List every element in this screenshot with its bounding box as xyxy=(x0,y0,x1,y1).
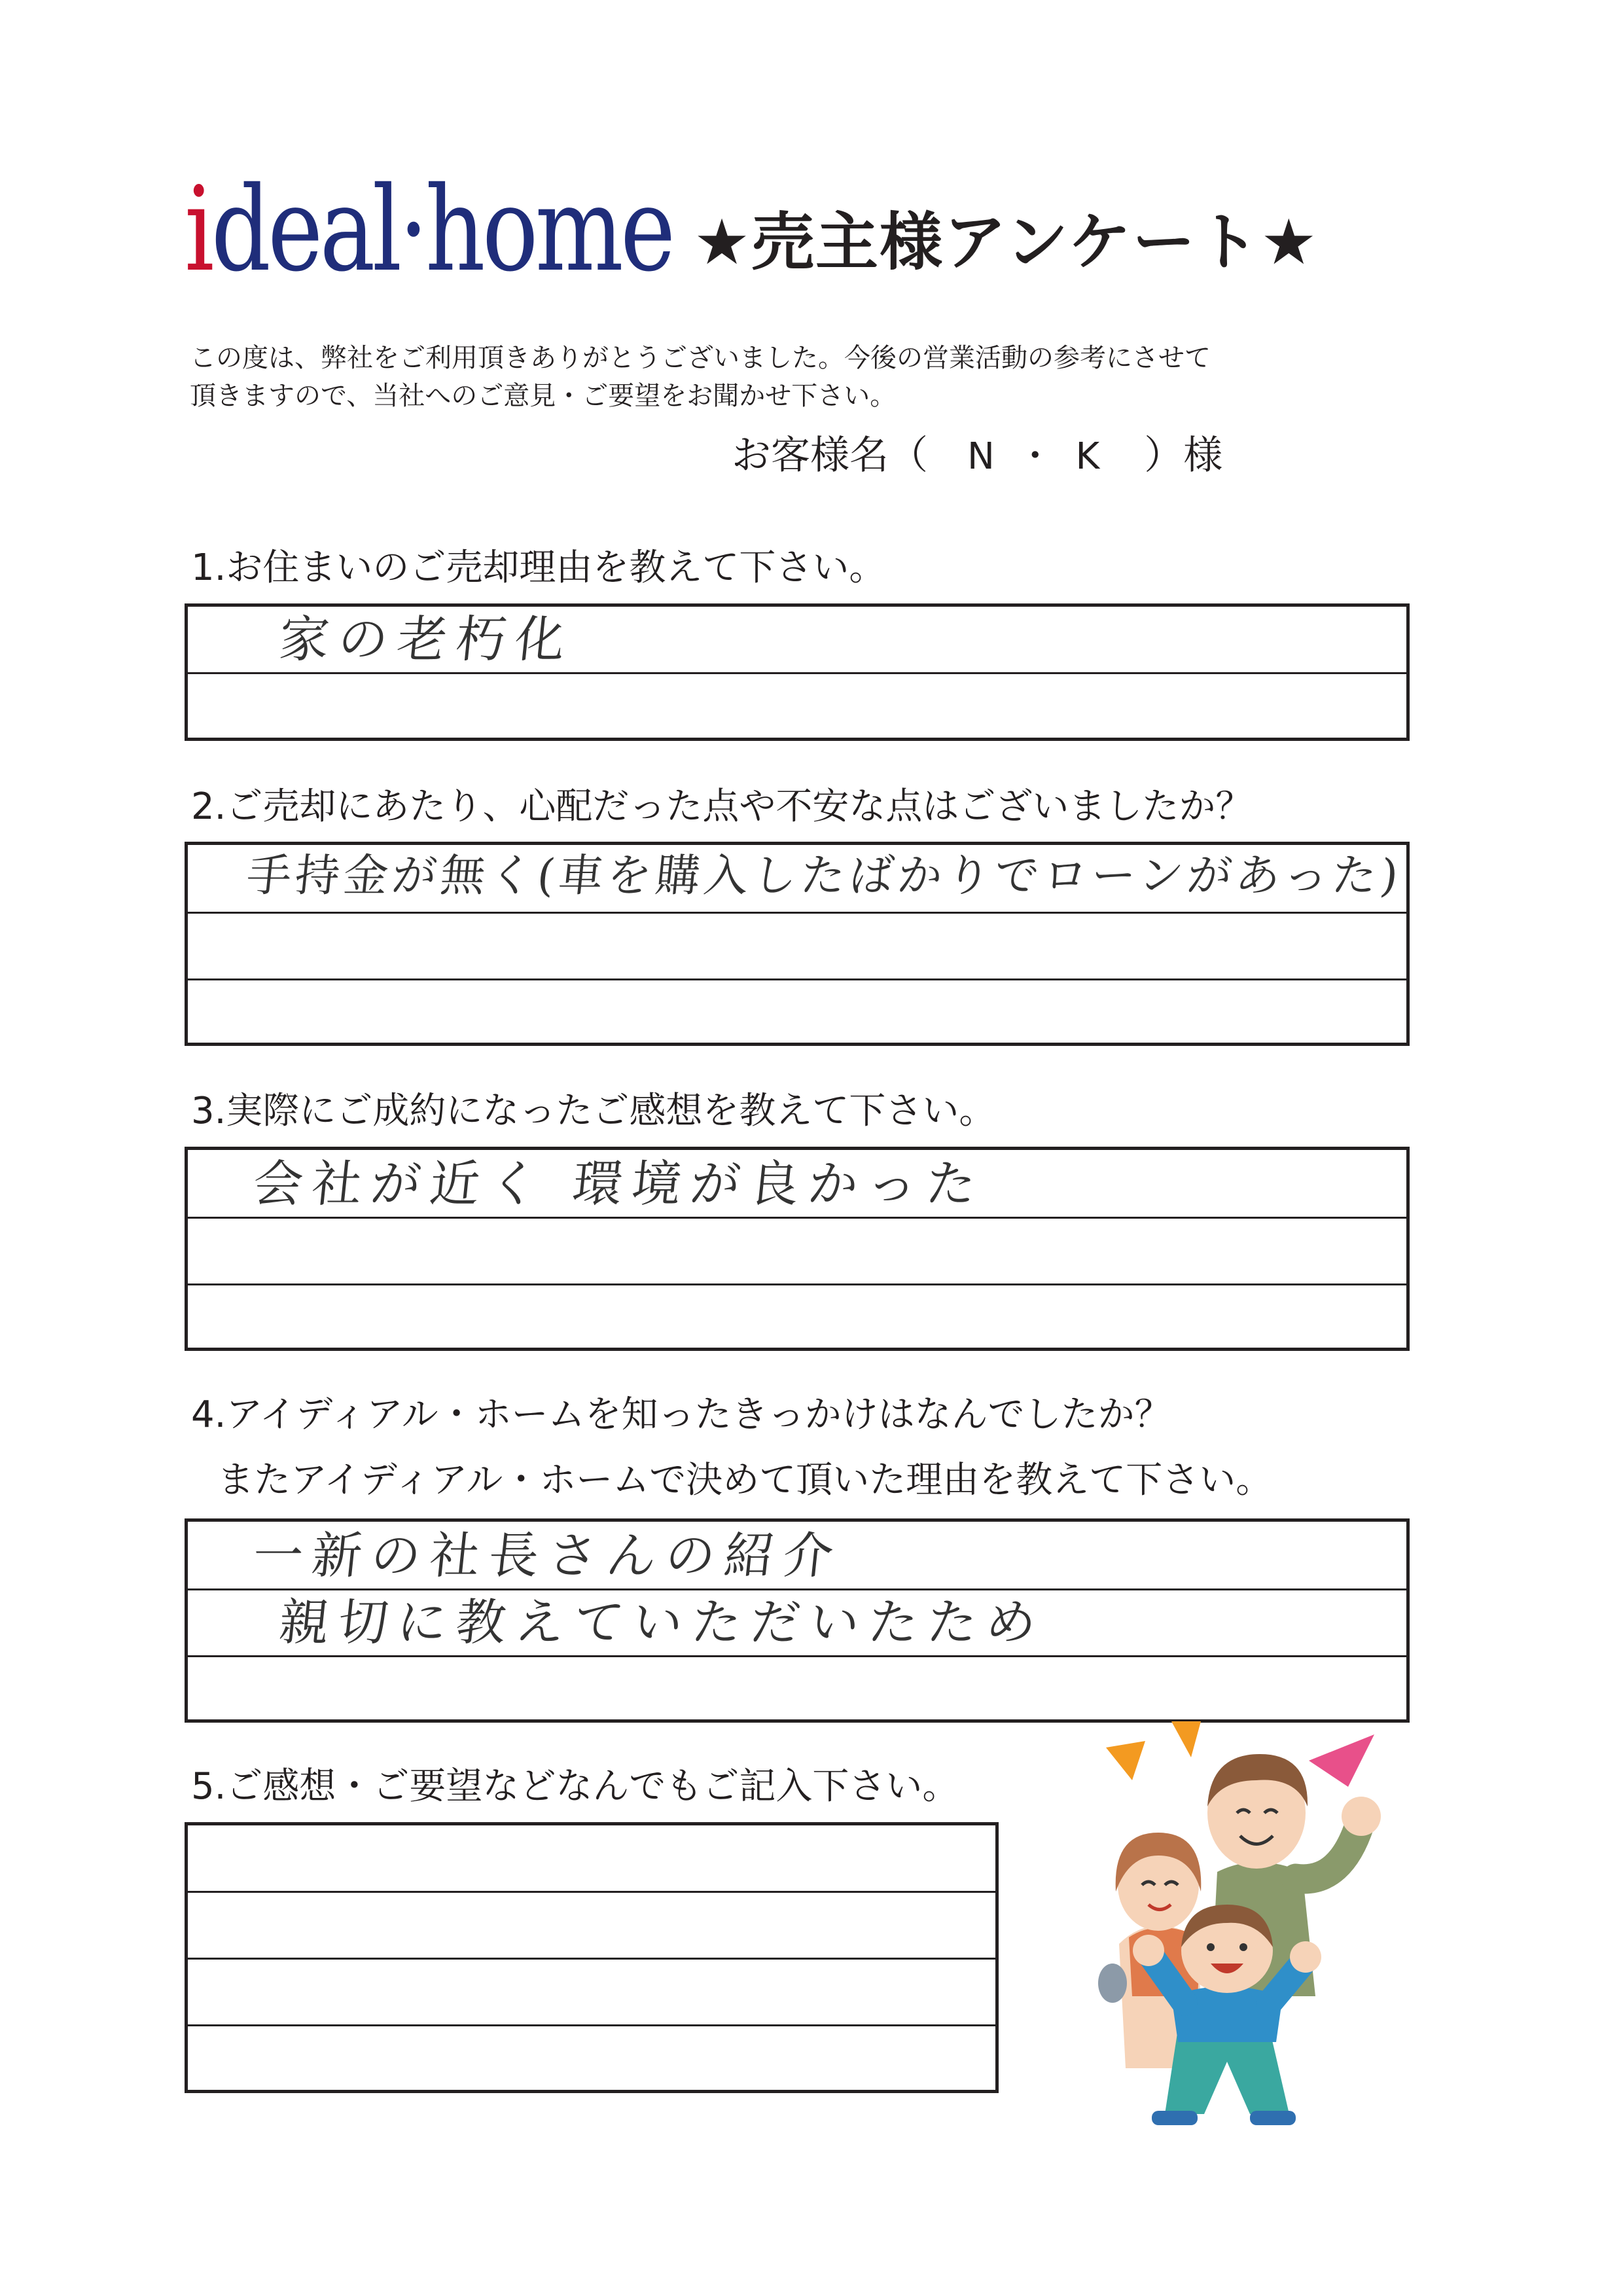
question-5: 5.ご感想・ご要望などなんでもご記入下さい。 xyxy=(191,1765,959,1808)
answer-line xyxy=(188,1217,1406,1219)
answer-4-line-1: 一新の社長さんの紹介 xyxy=(250,1526,846,1585)
customer-name-field[interactable]: N ・ K xyxy=(967,435,1105,478)
answer-line xyxy=(188,1283,1406,1285)
answer-line xyxy=(188,672,1406,674)
answer-line xyxy=(188,912,1406,914)
ideal-home-logo: ideal·home xyxy=(185,162,673,297)
question-4: 4.アイディアル・ホームを知ったきっかけはなんでしたか？ xyxy=(191,1393,1171,1436)
customer-suffix: ）様 xyxy=(1144,433,1223,478)
intro-text xyxy=(190,339,1342,415)
sparkle-icon xyxy=(1171,1721,1201,1757)
customer-name-row xyxy=(732,433,1223,478)
answer-line xyxy=(188,1588,1406,1590)
question-3: 3.実際にご成約になったご感想を教えて下さい。 xyxy=(191,1090,996,1132)
intro-line-1: この度は、弊社をご利用頂きありがとうございました。今後の営業活動の参考にさせて xyxy=(190,343,1211,373)
answer-3-line-1: 会社が近く 環境が良かった xyxy=(250,1155,988,1213)
answer-box-1[interactable] xyxy=(185,603,1410,741)
answer-box-4[interactable] xyxy=(185,1518,1410,1723)
intro-line-2: 頂きますので、当社へのご意見・ご要望をお聞かせ下さい。 xyxy=(190,381,897,411)
survey-title: ★売主様アンケート★ xyxy=(694,206,1319,279)
father-hand xyxy=(1342,1797,1381,1836)
answer-line xyxy=(188,978,1406,980)
sparkle-icon xyxy=(1309,1734,1374,1787)
answer-box-3[interactable] xyxy=(185,1147,1410,1351)
ladle-icon xyxy=(1098,1964,1127,2003)
question-4-sub: またアイディアル・ホームで決めて頂いた理由を教えて下さい。 xyxy=(217,1459,1273,1501)
question-2: 2.ご売却にあたり、心配だった点や不安な点はございましたか？ xyxy=(191,785,1253,828)
answer-box-5[interactable] xyxy=(185,1822,999,2093)
answer-line xyxy=(188,1958,995,1960)
answer-box-2[interactable] xyxy=(185,842,1410,1046)
answer-line xyxy=(188,2024,995,2026)
answer-4-line-2: 親切に教えていただいたため xyxy=(276,1593,1048,1651)
sparkle-icon xyxy=(1106,1741,1145,1780)
answer-line xyxy=(188,1655,1406,1657)
answer-2-line-1: 手持金が無く(車を購入したばかりでローンがあった) xyxy=(243,850,1405,902)
question-1: 1.お住まいのご売却理由を教えて下さい。 xyxy=(191,547,886,589)
answer-1-line-1: 家の老朽化 xyxy=(276,610,577,668)
answer-line xyxy=(188,1891,995,1893)
happy-family-illustration xyxy=(1093,1721,1387,2127)
customer-label: お客様名（ xyxy=(732,433,928,478)
